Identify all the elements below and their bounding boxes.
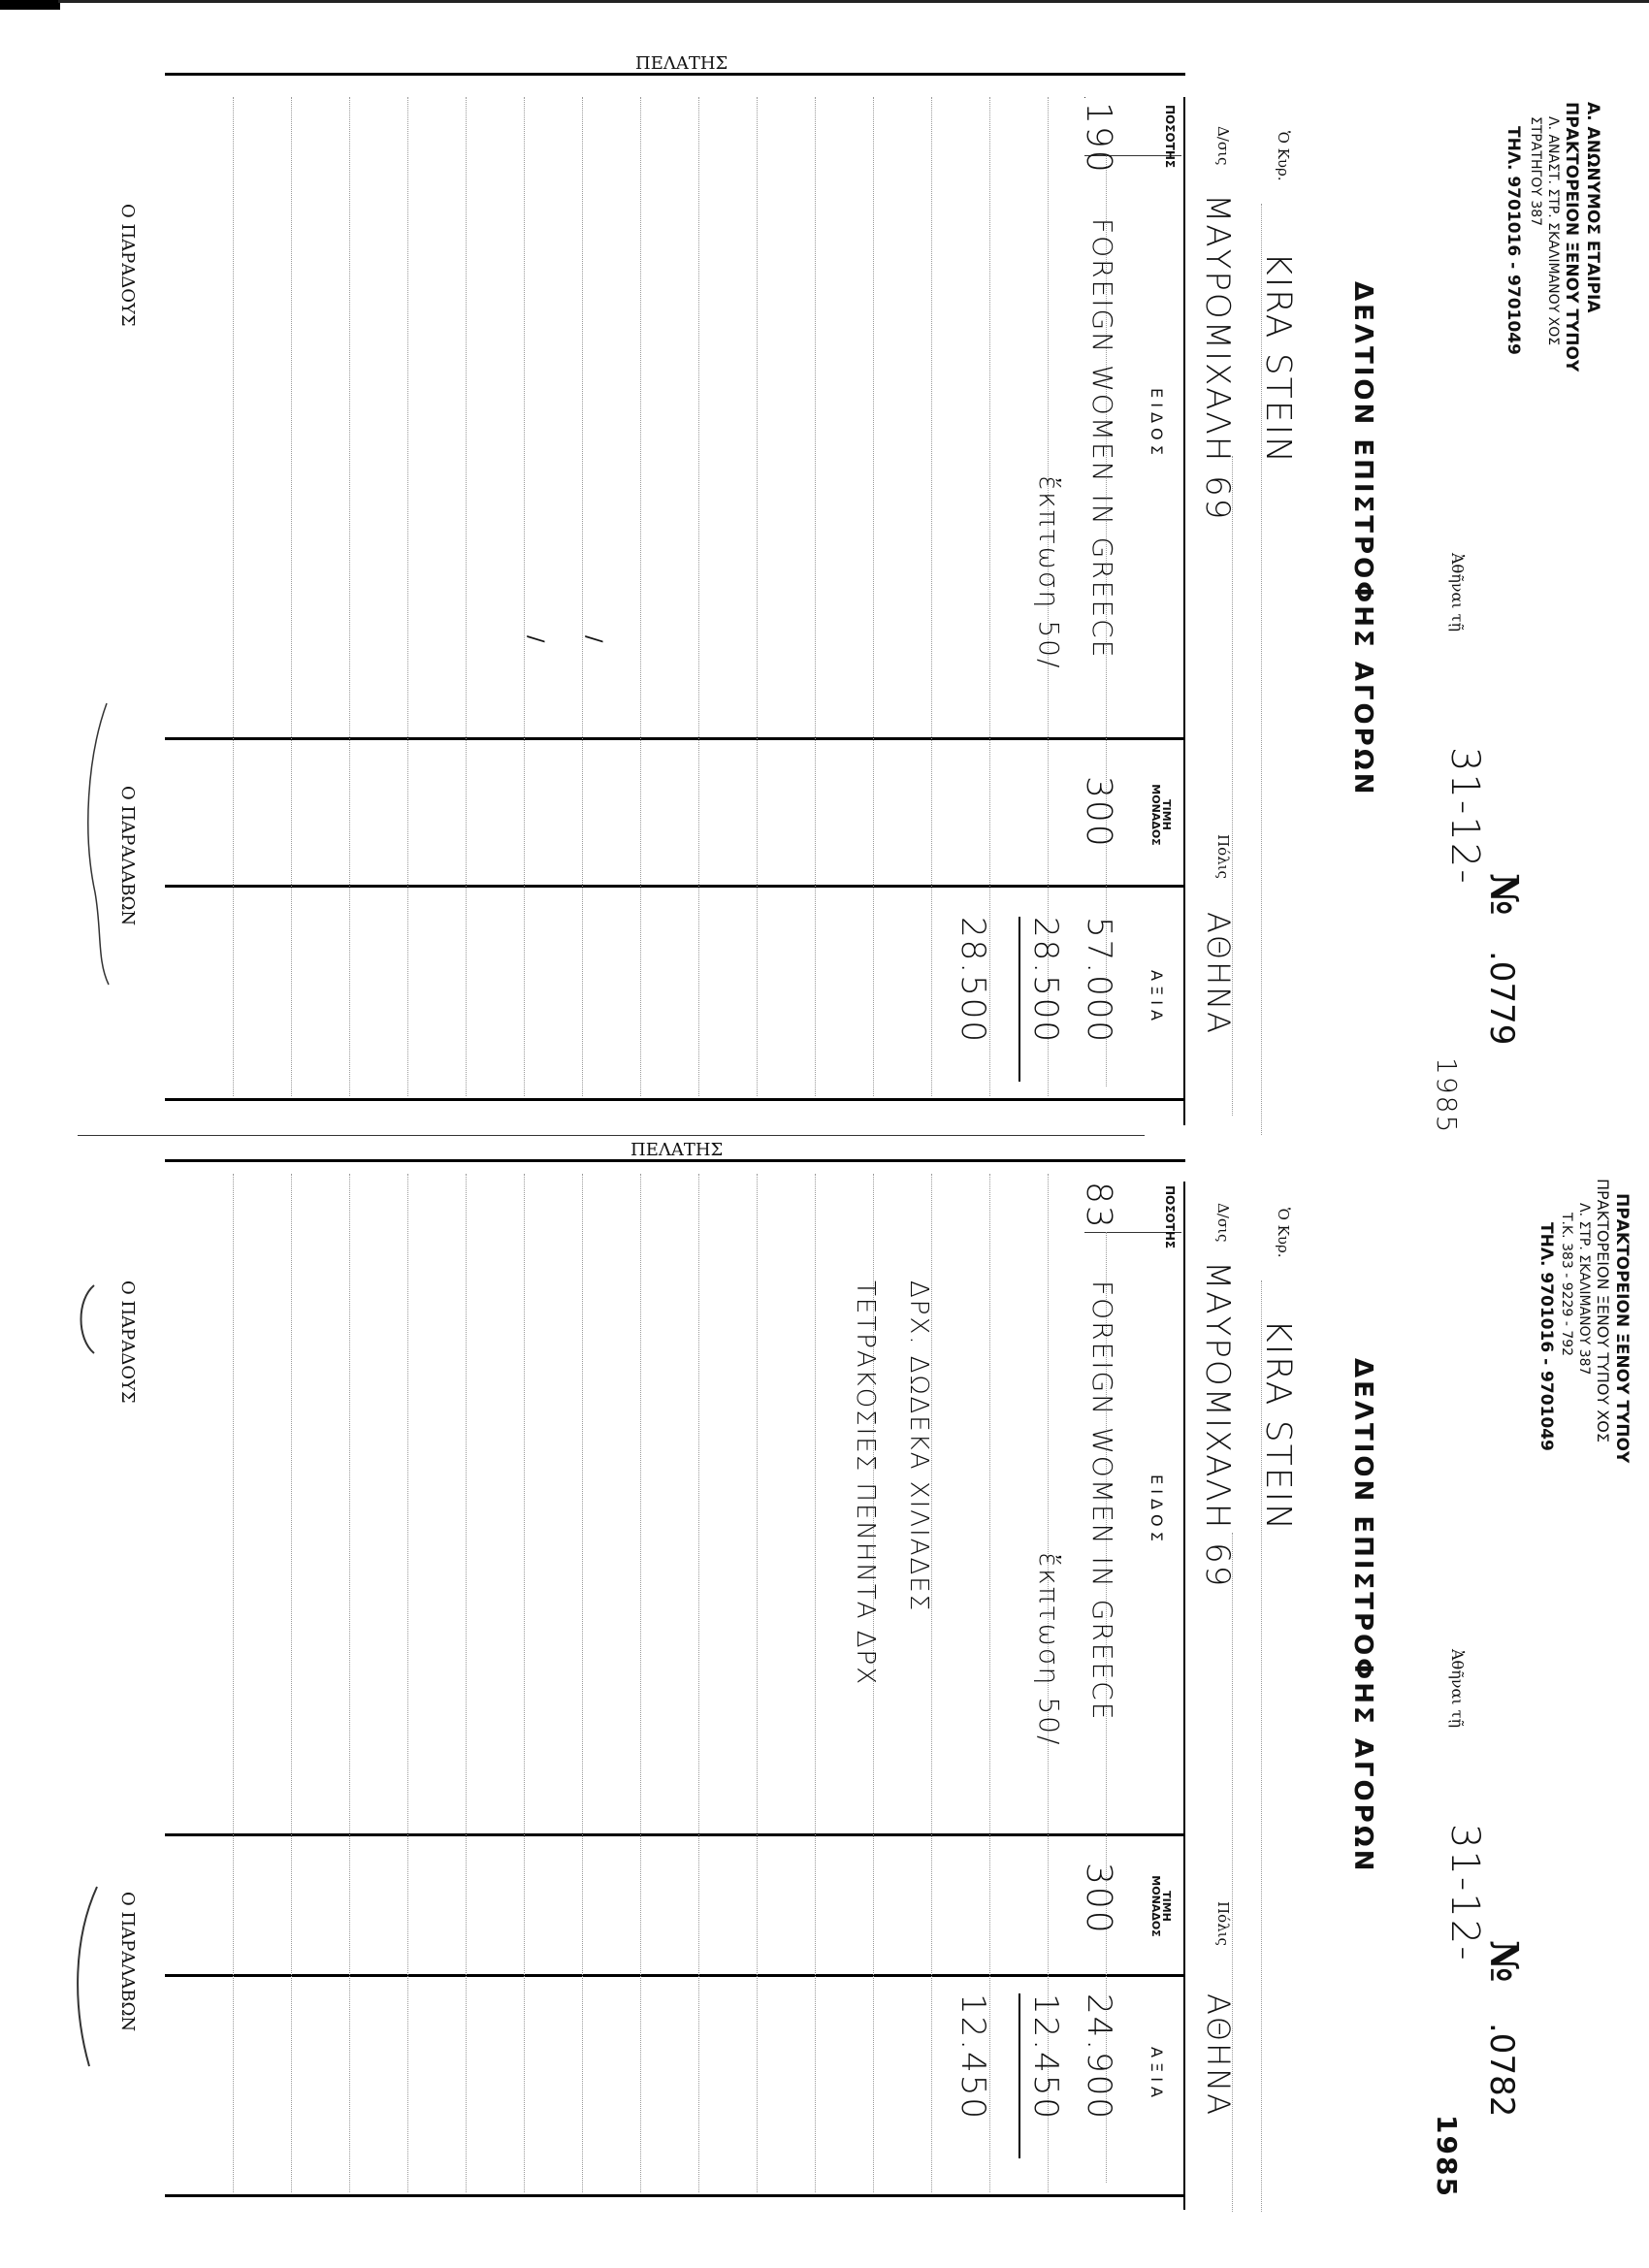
header-qty: ΠΟΣΟΤΗΣ bbox=[1163, 105, 1177, 169]
line-3-total: 28.500 bbox=[954, 917, 992, 1044]
customer-footer-label: ΠΕΛΑΤΗΣ bbox=[630, 1140, 724, 1160]
line-2-value: 12.450 bbox=[1026, 1993, 1065, 2121]
dotted-col bbox=[873, 97, 875, 1096]
header-value: Α Ξ Ι Α bbox=[1148, 970, 1166, 1021]
line-1-value: 24.900 bbox=[1080, 1993, 1118, 2121]
subtotal-underline bbox=[1018, 1993, 1020, 2158]
row-block-bottom bbox=[165, 1098, 1185, 1101]
dotted-col bbox=[757, 97, 759, 1096]
pen-tick-mark: / bbox=[581, 635, 605, 643]
date-label: Ἀθῆναι τῇ bbox=[1448, 1649, 1467, 1729]
date-year: 1985 bbox=[1431, 2115, 1463, 2198]
issuer-line-4: ΣΤΡΑΤΗΓΟΥ 387 bbox=[1528, 116, 1543, 227]
dotted-col bbox=[524, 97, 526, 1096]
dotted-col bbox=[524, 1174, 526, 2192]
amount-words-1: ΔΡΧ. ΔΩΔΕΚΑ ΧΙΛΙΑΔΕΣ bbox=[904, 1280, 933, 1613]
grid-right-border bbox=[1183, 1182, 1185, 2210]
line-1-qty: 190 bbox=[1079, 102, 1118, 175]
row-divider-price-value bbox=[165, 1974, 1185, 1977]
customer-name: KIRA STEIN bbox=[1258, 252, 1298, 465]
number-label: № bbox=[1481, 1940, 1527, 1983]
deliverer-label: Ο ΠΑΡΑΔΟΥΣ bbox=[117, 204, 138, 327]
city-label: Πόλις bbox=[1214, 1901, 1232, 1946]
dotted-col bbox=[931, 97, 933, 1096]
row-block-bottom bbox=[165, 2194, 1185, 2197]
header-item: Ε Ι Δ Ο Σ bbox=[1148, 388, 1166, 455]
date-label: Ἀθῆναι τῇ bbox=[1448, 553, 1467, 632]
issuer-phone: ΤΗΛ. 9701016 - 9701049 bbox=[1536, 1222, 1556, 1451]
date-value: 31-12- bbox=[1442, 747, 1487, 886]
document-title: ΔΕΛΤΙΟΝ ΕΠΙΣΤΡΟΦΗΣ ΑΓΟΡΩΝ bbox=[1348, 1358, 1377, 1874]
customer-label: Ὁ Κυρ. bbox=[1275, 131, 1292, 181]
subtotal-underline bbox=[1018, 917, 1020, 1082]
line-3-total: 12.450 bbox=[954, 1993, 992, 2121]
city-value: ΑΘΗΝΑ bbox=[1200, 912, 1237, 1035]
col-edge bbox=[1084, 97, 1085, 98]
line-2-item: ἔκπτωση 50/ bbox=[1033, 1552, 1065, 1747]
deliverer-signature bbox=[73, 1280, 102, 1358]
dotted-col bbox=[349, 97, 351, 1096]
issuer-line-1: ΠΡΑΚΤΟΡΕΙΟΝ ΞΕΝΟΥ ΤΥΠΟΥ bbox=[1612, 1193, 1632, 1464]
row-divider-price-value bbox=[165, 885, 1185, 888]
deliverer-label: Ο ΠΑΡΑΔΟΥΣ bbox=[117, 1280, 138, 1404]
date-value: 31-12- bbox=[1442, 1824, 1487, 1962]
issuer-line-4: Τ.Κ. 383 - 9229 - 792 bbox=[1559, 1213, 1574, 1357]
address-value: ΜΑΥΡΟΜΙΧΑΛΗ 69 bbox=[1198, 1261, 1237, 1589]
receipt-number: .0782 bbox=[1482, 2023, 1521, 2118]
dotted-col bbox=[698, 1174, 700, 2192]
fold-line bbox=[78, 1135, 1145, 1136]
row-divider-item-price bbox=[165, 1833, 1185, 1836]
address-label: Δ/σις bbox=[1214, 126, 1232, 166]
dotted-col bbox=[698, 97, 700, 1096]
document-title: ΔΕΛΤΙΟΝ ΕΠΙΣΤΡΟΦΗΣ ΑΓΟΡΩΝ bbox=[1348, 281, 1377, 797]
dotted-col bbox=[407, 1174, 409, 2192]
dotted-col bbox=[233, 1174, 235, 2192]
dotted-col bbox=[466, 97, 468, 1096]
dotted-col bbox=[815, 1174, 817, 2192]
customer-label: Ὁ Κυρ. bbox=[1275, 1208, 1292, 1258]
dotted-col bbox=[582, 97, 584, 1096]
header-value: Α Ξ Ι Α bbox=[1148, 2047, 1166, 2097]
header-item: Ε Ι Δ Ο Σ bbox=[1148, 1474, 1166, 1541]
dotted-col bbox=[582, 1174, 584, 2192]
amount-words-2: ΤΕΤΡΑΚΟΣΙΕΣ ΠΕΝΗΝΤΑ ΔΡΧ bbox=[851, 1280, 880, 1687]
issuer-line-3: Λ. ΣΤΡ. ΣΚΑΛΙΜΑΝΟΥ 387 bbox=[1576, 1203, 1592, 1376]
row-divider-item-price bbox=[165, 737, 1185, 740]
line-1-unit-price: 300 bbox=[1079, 1863, 1118, 1935]
grid-right-border bbox=[1183, 97, 1185, 1125]
line-1-item: FOREIGN WOMEN IN GREECE bbox=[1086, 218, 1118, 660]
date-year: 1985 bbox=[1431, 1057, 1463, 1135]
dotted-col bbox=[757, 1174, 759, 2192]
receiver-signature bbox=[68, 1882, 107, 2076]
dotted-col bbox=[349, 1174, 351, 2192]
city-value: ΑΘΗΝΑ bbox=[1200, 1993, 1237, 2117]
receiver-signature bbox=[78, 698, 116, 989]
dotted-col bbox=[407, 97, 409, 1096]
header-unit-price: ΤΙΜΗ ΜΟΝΑΔΟΣ bbox=[1149, 784, 1173, 846]
line-1-unit-price: 300 bbox=[1079, 776, 1118, 849]
dotted-col bbox=[815, 97, 817, 1096]
issuer-line-2: ΠΡΑΚΤΟΡΕΙΟΝ ΞΕΝΟΥ ΤΥΠΟΥ bbox=[1562, 102, 1581, 373]
dotted-col bbox=[640, 1174, 642, 2192]
address-value: ΜΑΥΡΟΜΙΧΑΛΗ 69 bbox=[1198, 194, 1237, 522]
issuer-line-1: Α. ΑΝΩΝΥΜΟΣ ΕΤΑΙΡΙΑ bbox=[1583, 102, 1602, 313]
line-1-item: FOREIGN WOMEN IN GREECE bbox=[1086, 1280, 1118, 1722]
receiver-label: Ο ΠΑΡΑΛΑΒΩΝ bbox=[117, 1892, 138, 2032]
city-label: Πόλις bbox=[1214, 834, 1232, 879]
issuer-line-3: Λ. ΑΝΑΣΤ. ΣΤΡ. ΣΚΑΛΙΜΑΝΟΥ ΧΟΣ bbox=[1545, 116, 1561, 346]
receipt-number: .0779 bbox=[1482, 951, 1521, 1046]
customer-name: KIRA STEIN bbox=[1258, 1319, 1298, 1532]
dotted-col bbox=[291, 1174, 293, 2192]
receiver-label: Ο ΠΑΡΑΛΑΒΩΝ bbox=[117, 786, 138, 926]
issuer-phone: ΤΗΛ. 9701016 - 9701049 bbox=[1504, 126, 1523, 355]
scan-corner-mark bbox=[0, 0, 60, 10]
line-1-qty: 83 bbox=[1079, 1182, 1118, 1230]
issuer-line-2: ΠΡΑΚΤΟΡΕΙΟΝ ΞΕΝΟΥ ΤΥΠΟΥ ΧΟΣ bbox=[1594, 1179, 1612, 1442]
customer-footer-label: ΠΕΛΑΤΗΣ bbox=[635, 53, 728, 74]
number-label: № bbox=[1481, 873, 1527, 916]
dotted-col bbox=[640, 97, 642, 1096]
dotted-col bbox=[291, 97, 293, 1096]
line-1-value: 57.000 bbox=[1080, 917, 1118, 1044]
line-2-value: 28.500 bbox=[1026, 917, 1065, 1044]
header-qty: ΠΟΣΟΤΗΣ bbox=[1163, 1185, 1177, 1249]
address-label: Δ/σις bbox=[1214, 1203, 1232, 1243]
dotted-col bbox=[466, 1174, 468, 2192]
pen-tick-mark: / bbox=[523, 635, 547, 643]
scan-top-edge bbox=[58, 0, 1649, 3]
dotted-col bbox=[233, 97, 235, 1096]
line-2-item: ἔκπτωση 50/ bbox=[1033, 475, 1065, 670]
header-unit-price: ΤΙΜΗ ΜΟΝΑΔΟΣ bbox=[1149, 1875, 1173, 1937]
